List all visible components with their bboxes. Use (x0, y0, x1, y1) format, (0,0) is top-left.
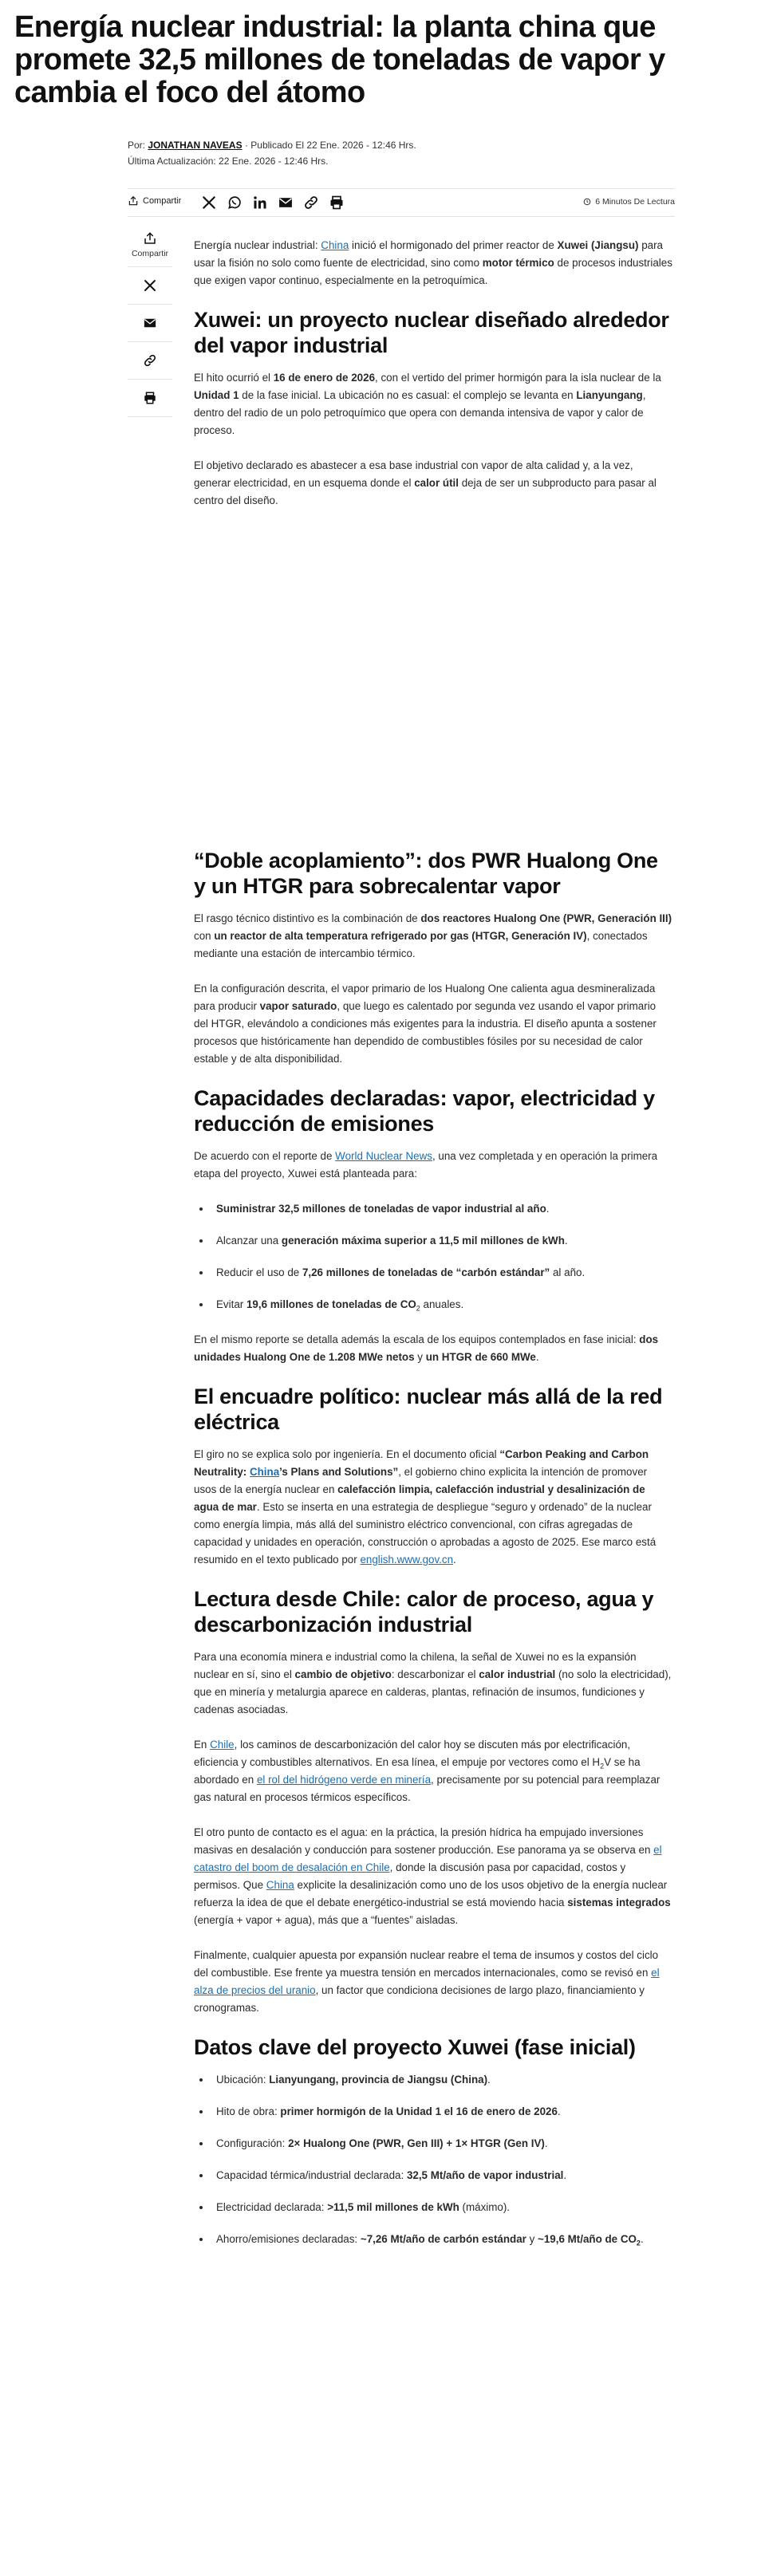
paragraph-milestone (194, 369, 672, 439)
paragraph-steam-config (194, 980, 672, 1068)
bold-text: calor industrial (479, 1668, 556, 1680)
text: , conectados mediante una estación de intercambio térmico. (194, 930, 648, 959)
paragraph-chile-decarbonization (194, 1736, 672, 1806)
heading-xuwei: Xuwei: un proyecto nuclear diseñado alrededor del vapor industrial (194, 308, 669, 357)
text: inició el hormigonado del primer reactor de (349, 239, 558, 251)
text: Alcanzar una (216, 1235, 282, 1247)
text: al año. (550, 1266, 586, 1278)
bold-text: dos unidades Hualong One de 1.208 MWe netos (194, 1333, 659, 1363)
text: , precisamente por su potencial para reemplazar gas natural en procesos térmicos específicos. (194, 1774, 661, 1803)
share-icons (199, 193, 346, 212)
text: En (194, 1739, 211, 1751)
x-icon (143, 278, 157, 293)
text: , los caminos de descarbonización del calor hoy se discuten más por electrificación, eficiencia y combustibles alternativos. En esa línea, el empuje por vectores como el H (194, 1739, 631, 1768)
text: En el mismo reporte se detalla además la escala de los equipos contemplados en fase inicial: (194, 1333, 640, 1345)
article-title: Energía nuclear industrial: la planta china que promete 32,5 millones de toneladas de vapor y cambia el foco del átomo (14, 10, 665, 109)
text: Configuración: (216, 2137, 289, 2149)
key-data-list (194, 2071, 672, 2248)
published-date: Publicado El 22 Ene. 2026 - 12:46 Hrs. (250, 140, 416, 151)
paragraph-equipment (194, 1331, 672, 1366)
print-icon (143, 391, 157, 405)
by-label: Por: (128, 140, 146, 151)
ad-placeholder (194, 527, 672, 832)
text: Ahorro/emisiones declaradas: (216, 2233, 361, 2245)
list-item (211, 2071, 672, 2089)
meta-separator: · (244, 140, 251, 151)
text: El giro no se explica solo por ingeniería. En el documento oficial (194, 1448, 500, 1460)
heading-double-coupling: “Doble acoplamiento”: dos PWR Hualong One y un HTGR para sobrecalentar vapor (194, 849, 658, 898)
link-gov-cn[interactable]: english.www.gov.cn (360, 1554, 454, 1566)
text: . (640, 2233, 644, 2245)
bold-text: 32,5 Mt/año de vapor industrial (406, 2169, 564, 2181)
sidebar-print-button[interactable] (128, 380, 172, 417)
capacities-list (194, 1200, 672, 1314)
text: Reducir el uso de (216, 1266, 302, 1278)
bold-text: Xuwei (Jiangsu) (557, 239, 639, 251)
text: “Carbon Peaking and Carbon Neutrality: (194, 1448, 649, 1478)
share-bar (128, 188, 675, 217)
bold-text: >11,5 mil millones de kWh (327, 2201, 459, 2213)
text: Ubicación: (216, 2074, 270, 2086)
email-icon (143, 316, 157, 330)
list-item (211, 2167, 672, 2184)
read-time (583, 197, 675, 207)
paragraph-uranium (194, 1947, 672, 2017)
text: (máximo). (459, 2201, 511, 2213)
text: Evitar (216, 1298, 246, 1310)
bold-text: sistemas integrados (567, 1897, 671, 1908)
bold-text: vapor saturado (259, 1000, 337, 1012)
link-green-hydrogen[interactable]: el rol del hidrógeno verde en minería (256, 1774, 432, 1786)
subscript: 2 (600, 1762, 605, 1771)
link-world-nuclear-news[interactable]: World Nuclear News (335, 1150, 432, 1162)
author-link[interactable]: JONATHAN NAVEAS (148, 140, 243, 151)
heading-key-data: Datos clave del proyecto Xuwei (fase inicial) (194, 2035, 636, 2059)
list-item (211, 1200, 672, 1218)
bold-text: un reactor de alta temperatura refrigerado por gas (HTGR, Generación IV) (214, 930, 587, 942)
paragraph-water (194, 1824, 672, 1929)
text: , dentro del radio de un polo petroquímico que opera con demanda intensiva de vapor y calor de proceso. (194, 389, 646, 436)
byline-row (128, 137, 686, 153)
print-icon[interactable] (327, 193, 346, 212)
link-icon (143, 353, 157, 368)
bold-text: 16 de enero de 2026 (273, 372, 376, 384)
list-item (211, 1232, 672, 1250)
text: ~19,6 Mt/año de CO (538, 2233, 637, 2245)
text: . (563, 2169, 567, 2181)
share-label: Compartir (143, 196, 182, 206)
text: . (535, 1351, 539, 1363)
text: con (194, 930, 215, 942)
text: (energía + vapor + agua), más que a “fuentes” aisladas. (194, 1914, 459, 1926)
text: El objetivo declarado es abastecer a esa base industrial con vapor de alta calidad y, a la vez, generar electricidad, en un esquema donde el (194, 459, 633, 489)
x-icon[interactable] (199, 193, 219, 212)
text: y (414, 1351, 426, 1363)
text: de procesos industriales que exigen vapor continuo, especialmente en la petroquímica. (194, 257, 672, 286)
bold-text: cambio de objetivo (294, 1668, 392, 1680)
text: , que luego es calentado por segunda vez usando el vapor primario del HTGR, elevándolo a condiciones más exigentes para la industria. El diseño apunta a sostener procesos que históricamente han dependido de combustibles fósiles por su necesidad de calor estable y de alta disponibilidad. (194, 1000, 657, 1065)
link-uranium-prices[interactable]: el alza de precios del uranio (194, 1967, 660, 1996)
text: En la configuración descrita, el vapor primario de los Hualong One calienta agua desmineralizada para producir (194, 983, 656, 1012)
text: El hito ocurrió el (194, 372, 274, 384)
text: . (487, 2074, 491, 2086)
linkedin-icon[interactable] (250, 193, 270, 212)
paragraph-reactors (194, 910, 672, 963)
list-item (211, 2199, 672, 2216)
text: . (564, 1235, 568, 1247)
email-icon[interactable] (276, 193, 295, 212)
heading-political: El encuadre político: nuclear más allá de la red eléctrica (194, 1385, 663, 1434)
paragraph-chile-signal (194, 1648, 672, 1719)
share-icon (143, 231, 157, 246)
updated-date: Última Actualización: 22 Ene. 2026 - 12:46 Hrs. (128, 156, 329, 167)
sidebar-x-button[interactable] (128, 267, 172, 305)
subscript: 2 (416, 1304, 420, 1313)
bold-text: motor térmico (482, 257, 554, 269)
bold-text: Lianyungang (576, 389, 643, 401)
sidebar-link-button[interactable] (128, 342, 172, 380)
text: ’s Plans and Solutions” (279, 1466, 399, 1478)
text: . (453, 1554, 456, 1566)
text: , con el vertido del primer hormigón para la isla nuclear de la (375, 372, 661, 384)
text: . Esto se inserta en una estrategia de despliegue “seguro y ordenado” de la nuclear como energía limpia, más allá del suministro eléctrico convencional, con cifras agregadas de capacidad y unidades en operación, construcción o aprobadas a agosto de 2025. Ese marco está resumido en el texto publicado por (194, 1501, 657, 1566)
link-china[interactable]: China (321, 239, 349, 251)
list-item (211, 1264, 672, 1282)
text: anuales. (420, 1298, 464, 1310)
text: deja de ser un subproducto para pasar al centro del diseño. (194, 477, 657, 506)
paragraph-objective (194, 457, 672, 510)
text: , el gobierno chino explicita la intención de promover usos de la energía nuclear en (194, 1466, 648, 1495)
sticky-share-sidebar (128, 231, 172, 417)
text: , un factor que condiciona decisiones de largo plazo, financiamiento y cronogramas. (194, 1984, 645, 2014)
whatsapp-icon[interactable] (225, 193, 244, 212)
paragraph-policy (194, 1446, 672, 1569)
text: . (546, 1203, 550, 1215)
bold-text: calefacción limpia, calefacción industrial y desalinización de agua de mar (194, 1483, 645, 1513)
share-icon (128, 195, 139, 207)
text: V se ha abordado en (194, 1756, 641, 1786)
bold-text: dos reactores Hualong One (PWR, Generación III) (420, 912, 672, 924)
bold-text: ~7,26 Mt/año de carbón estándar (360, 2233, 526, 2245)
list-item (211, 1296, 672, 1314)
list-item (211, 2103, 672, 2121)
bold-text: 7,26 millones de toneladas de “carbón estándar” (302, 1266, 550, 1278)
paragraph-intro (194, 237, 672, 290)
bold-text: un HTGR de 660 MWe (425, 1351, 536, 1363)
share-toggle[interactable] (128, 195, 181, 207)
list-item (211, 2135, 672, 2153)
article-body (194, 237, 672, 2266)
text: , una vez completada y en operación la primera etapa del proyecto, Xuwei está planteada para: (194, 1150, 658, 1180)
sidebar-email-button[interactable] (128, 305, 172, 342)
bold-text: 2× Hualong One (PWR, Gen III) + 1× HTGR (Gen IV) (288, 2137, 545, 2149)
heading-chile: Lectura desde Chile: calor de proceso, agua y descarbonización industrial (194, 1587, 654, 1637)
text: El otro punto de contacto es el agua: en la práctica, la presión hídrica ha empujado inversiones masivas en desalación y conducción para sostener producción. Ese panorama ya se observa en (194, 1826, 654, 1856)
text: explicite la desalinización como uno de los usos objetivo de la energía nuclear refuerza la idea de que el debate energético-industrial se está moviendo hacia (194, 1879, 668, 1908)
link-china[interactable]: China (266, 1879, 294, 1891)
text: De acuerdo con el reporte de (194, 1150, 336, 1162)
text: Electricidad declarada: (216, 2201, 328, 2213)
read-time-label: 6 Minutos De Lectura (595, 197, 675, 207)
link-china[interactable]: China (249, 1466, 280, 1478)
text: y (526, 2233, 538, 2245)
article-meta (128, 137, 686, 169)
text: Energía nuclear industrial: (194, 239, 321, 251)
link-chile[interactable]: Chile (210, 1739, 235, 1751)
text: : descarbonizar el (391, 1668, 479, 1680)
heading-capacities: Capacidades declaradas: vapor, electricidad y reducción de emisiones (194, 1086, 655, 1136)
bold-text: primer hormigón de la Unidad 1 el 16 de enero de 2026 (280, 2105, 558, 2117)
bold-text (538, 2233, 641, 2245)
text: . (557, 2105, 561, 2117)
text: Para una economía minera e industrial como la chilena, la señal de Xuwei no es la expansión nuclear en sí, sino el (194, 1651, 637, 1680)
sidebar-share-toggle[interactable] (128, 231, 172, 267)
text: El rasgo técnico distintivo es la combinación de (194, 912, 421, 924)
text: Hito de obra: (216, 2105, 281, 2117)
bold-text: Lianyungang, provincia de Jiangsu (China) (269, 2074, 488, 2086)
text: de la fase inicial. La ubicación no es casual: el complejo se levanta en (239, 389, 577, 401)
bold-text: 19,6 millones de toneladas de CO (246, 1298, 416, 1310)
sidebar-share-label: Compartir (131, 249, 169, 258)
text: Capacidad térmica/industrial declarada: (216, 2169, 407, 2181)
text: (no solo la electricidad), que en minería y metalurgia aparece en calderas, plantas, refinación de insumos, fundiciones y cadenas asociadas. (194, 1668, 672, 1715)
link-icon[interactable] (302, 193, 321, 212)
text: . (544, 2137, 548, 2149)
text: para usar la fisión no solo como fuente de electricidad, sino como (194, 239, 664, 269)
bold-text: Suministrar 32,5 millones de toneladas de vapor industrial al año (216, 1203, 546, 1215)
bold-text: generación máxima superior a 11,5 mil millones de kWh (281, 1235, 565, 1247)
text: Finalmente, cualquier apuesta por expansión nuclear reabre el tema de insumos y costos del ciclo del combustible. Ese frente ya muestra tensión en mercados internacionales, como se revisó en (194, 1949, 659, 1979)
bold-text: Unidad 1 (194, 389, 239, 401)
list-item (211, 2231, 672, 2248)
link-desalination[interactable]: el catastro del boom de desalación en Chile (194, 1844, 662, 1873)
bold-text: calor útil (414, 477, 459, 489)
subscript: 2 (636, 2239, 641, 2247)
paragraph-report (194, 1148, 672, 1183)
text: , donde la discusión pasa por capacidad, costos y permisos. Que (194, 1861, 626, 1891)
clock-icon (583, 198, 591, 206)
